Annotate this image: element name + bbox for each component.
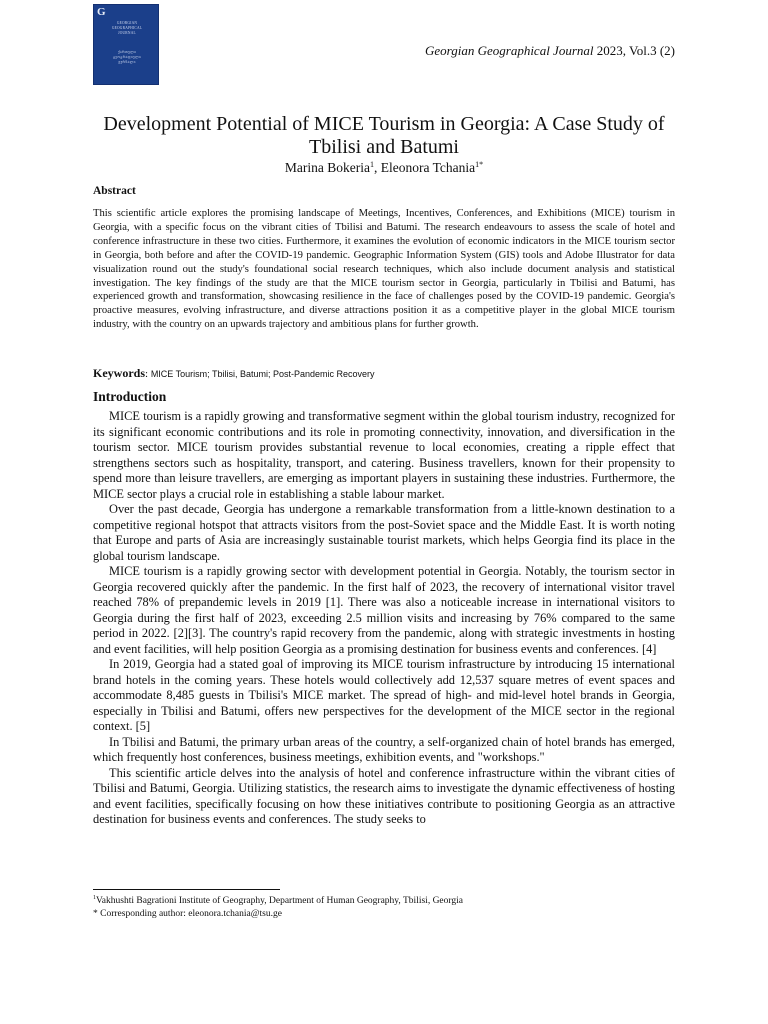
footnote-separator <box>93 889 280 890</box>
footnote-corresponding-author: * Corresponding author: eleonora.tchania@tsu.ge <box>93 909 282 919</box>
cover-title-ka: ქართული გეოგრაფიული ჟურნალი <box>112 50 142 64</box>
journal-cover-thumbnail <box>93 4 159 85</box>
author-name: Marina Bokeria <box>284 160 370 175</box>
introduction-body <box>93 409 675 828</box>
abstract-heading: Abstract <box>93 185 136 197</box>
paragraph: In Tbilisi and Batumi, the primary urban areas of the country, a self-organized chain of hotel brands has emerged, which frequently host conferences, business meetings, exhibition events, and "workshops." <box>93 734 675 764</box>
author-affiliation-marker: 1* <box>475 160 484 169</box>
author-affiliation-marker: 1 <box>369 160 374 169</box>
paragraph: MICE tourism is a rapidly growing and transformative segment within the global tourism industry, recognized for its significant economic contributions and its role in promoting connectivity, innovation, and diversification in the tourism sector. MICE tourism provides substantial revenue to local economies, creating a ripple effect that strengthens sectors such as hospitality, transport, and catering. Business travellers, known for their propensity to spend more than leisure travellers, are emerging as important players in sustaining these industries. Furthermore, the MICE sector plays a crucial role in establishing a stable labour market. <box>93 409 675 501</box>
paragraph: In 2019, Georgia had a stated goal of improving its MICE tourism infrastructure by introducing 15 international brand hotels in the coming years. These hotels would collectively add 12,537 square metres of event spaces and accommodate 8,485 guests in Tbilisi's MICE market. The spread of high- and mid-level hotel brands in Georgia, especially in Tbilisi and Batumi, offers new perspectives for the development of the MICE sector in the regional context. [5] <box>93 657 675 733</box>
journal-volume: 2023, Vol.3 (2) <box>596 43 675 58</box>
footnote-affiliation: $^1$Vakhushti Bagrationi Institute of Geography, Department of Human Geography, Tbilisi, Georgia <box>93 895 463 906</box>
author-list: Marina Bokeria$^1$, Eleonora Tchania$^{1*}$ <box>284 160 484 175</box>
keywords-value: MICE Tourism; Tbilisi, Batumi; Post-Pandemic Recovery <box>150 369 375 379</box>
paragraph: This scientific article delves into the analysis of hotel and conference infrastructure within the vibrant cities of Tbilisi and Batumi, Georgia. Utilizing statistics, the research aims to investigate the dynamic effectiveness of hosting and event facilities, specifically focusing on how these initiatives contribute to positioning Georgia as an attractive destination for business events and conferences. The study seeks to <box>93 765 675 826</box>
footnotes <box>93 895 675 921</box>
keywords-label: Keywords <box>93 366 145 380</box>
keywords: Keywords: MICE Tourism; Tbilisi, Batumi; Post-Pandemic Recovery <box>93 366 375 380</box>
journal-logo: G <box>97 6 106 18</box>
paper-title: Development Potential of MICE Tourism in Georgia: A Case Study of Tbilisi and Batumi <box>103 113 665 158</box>
journal-name: Georgian Geographical Journal <box>425 43 594 58</box>
abstract-text: This scientific article explores the promising landscape of Meetings, Incentives, Conferences, and Exhibitions (MICE) tourism in Georgia, with a specific focus on the vibrant cities of Tbilisi and Batumi. The research endeavours to assess the scale of hotel and conference infrastructure in these two cities. Furthermore, it examines the evolution of economic indicators in the MICE tourism sector in Georgia, both before and after the COVID-19 pandemic. Geographic Information System (GIS) tools and Adobe Illustrator for data visualization round out the study's foundational social research techniques, which also include document analysis and statistical investigation. The key findings of the study are that the MICE tourism sector in Georgia, particularly in Tbilisi and Batumi, has experienced growth and transformation, showcasing resilience in the face of challenges posed by the COVID-19 pandemic. Georgia's proactive measures, evolving infrastructure, and diverse attractions position it as a competitive player in the global MICE tourism industry, with the country on an upwards trajectory and ambitious plans for further growth. <box>93 208 675 331</box>
section-heading-introduction: Introduction <box>93 389 167 404</box>
journal-reference <box>425 43 675 59</box>
cover-title-en: GEORGIAN GEOGRAPHICAL JOURNAL <box>111 21 143 35</box>
paragraph: MICE tourism is a rapidly growing sector with development potential in Georgia. Notably, the tourism sector in Georgia recovered quickly after the pandemic. In the first half of 2023, the recovery of international visitor travel reached 78% of prepandemic levels in 2019 [1]. There was also a noticeable increase in international visitors to Georgia during the first half of 2023, exceeding 2.5 million visits and increasing by 76% compared to the same period in 2022. [2][3]. The country's rapid recovery from the pandemic, along with strategic investments in hosting and event facilities, will help position Georgia as a promising destination for business events and conferences. [4] <box>93 564 675 656</box>
author-name: Eleonora Tchania <box>380 160 476 175</box>
paragraph: Over the past decade, Georgia has undergone a remarkable transformation from a little-known destination to a competitive regional hotspot that attracts visitors from the post-Soviet space and the Middle East. It is worth noting that Europe and parts of Asia are increasingly sustainable tourist markets, which helps Georgia find its place in the global tourism landscape. <box>93 502 675 563</box>
